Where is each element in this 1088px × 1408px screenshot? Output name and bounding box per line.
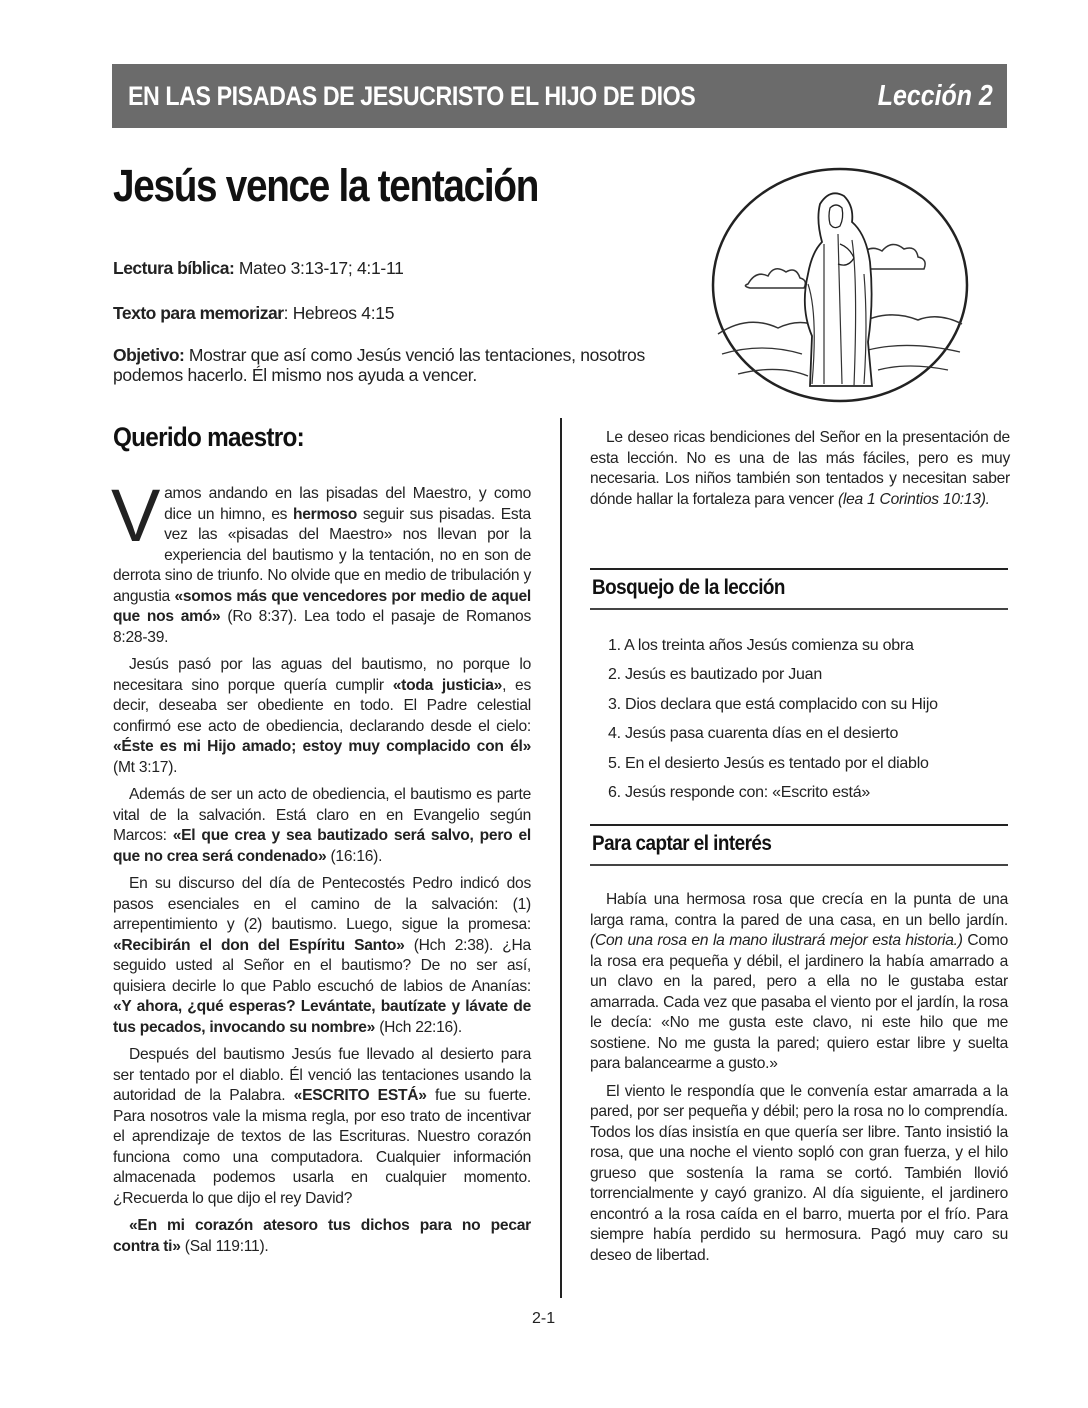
italic-run: (Con una rosa en la mano ilustrará mejor esta historia.) <box>590 932 963 949</box>
text-run: seguir sus pisadas. Esta vez las «pisadas del Maestro» nos llevan por la experiencia del bautismo y la tentación, no en son de derrota sino de triunfo. No olvide que en medio de tribulación y angustia <box>113 505 531 605</box>
teacher-heading: Querido maestro: <box>113 422 305 452</box>
list-item: 2. Jesús es bautizado por Juan <box>608 666 822 684</box>
text-run: (Hch 22:16). <box>375 1018 462 1036</box>
bold-run: «El que crea y sea bautizado será salvo, pero el que no crea será condenado» <box>113 827 531 865</box>
teacher-column <box>111 474 532 1264</box>
interest-paragraph <box>590 890 1008 1075</box>
text-run: , es decir, deseaba ser obediente en todo. El Padre celestial confirmó ese acto de obediencia, declarando desde el cielo: <box>113 676 532 735</box>
list-item: 3. Dios declara que está complacido con su Hijo <box>608 695 938 713</box>
outline-rule <box>590 568 1008 570</box>
list-item: 1. A los treinta años Jesús comienza su obra <box>608 637 914 654</box>
interest-rule <box>590 824 1008 826</box>
memory-verse-value: : Hebreos 4:15 <box>283 303 395 323</box>
list-item: 6. Jesús responde con: «Escrito está» <box>608 783 871 801</box>
text-run: Como la rosa era pequeña y débil, el jardinero la había amarrado a un clavo en la pared, pero a ella no le gustaba estar amarrada. Cada vez que pasaba el viento por el jardín, la rosa le decía: «No me gusta este clavo, ni este hilo que me sostiene. No me gusta la pared; quiero estar libre y suelta para balancearme a gusto.» <box>590 932 1008 1072</box>
teacher-paragraph <box>113 1045 531 1209</box>
bible-reading-label: Lectura bíblica: <box>113 258 235 278</box>
teacher-paragraph <box>113 1216 531 1257</box>
italic-run: (lea 1 Corintios 10:13). <box>837 490 990 508</box>
text-run: (Mt 3:17). <box>113 758 178 776</box>
drop-cap: V <box>111 474 161 557</box>
column-divider <box>560 418 562 1298</box>
list-item: 5. En el desierto Jesús es tentado por el diablo <box>608 754 929 772</box>
text-run: fue su fuerte. Para nosotros vale la misma regla, por eso trato de incentivar el aprendizaje de textos de las Escrituras. Nuestro corazón funciona como una computadora. Cualquier información almacenada podemos usarla en cualquier momento. ¿Recuerda lo que dijo el rey David? <box>113 1087 532 1207</box>
page-title: Jesús vence la tentación <box>113 160 539 211</box>
interest-paragraph: El viento le respondía que le convenía estar amarrada a la pared, por ser pequeña y débil; pero la rosa no lo comprendía. Todos los días insistía en que quería ser libre. Tanto insistió la rosa, que una noche el viento sopló con gran fuerza, y el hilo grueso que sostenía la rama se cortó. También llovió torrencialmente y cayó granizo. Al día siguiente, el jardinero encontró a la rosa caída en el barro, muerta por el frío. Para siempre había perdido su hermosura. Pagó muy caro su deseo de libertad. <box>590 1082 1008 1264</box>
bold-run: «Recibirán el don del Espíritu Santo» <box>113 936 405 954</box>
bold-run: «En mi corazón atesoro tus dichos para no pecar contra ti» <box>113 1217 531 1255</box>
objective <box>113 345 673 385</box>
text-run: En su discurso del día de Pentecostés Pedro indicó dos pasos esenciales en el camino de la salvación: (1) arrepentimiento y (2) bautismo. Luego, sigue la promesa: <box>113 875 531 933</box>
text-run: Además de ser un acto de obediencia, el bautismo es parte vital de la salvación. Está claro en en Evangelio según Marcos: <box>113 786 531 844</box>
objective-label: Objetivo: <box>113 345 185 365</box>
interest-heading: Para captar el interés <box>592 832 772 855</box>
text-run: (16:16). <box>326 847 383 865</box>
outline-underline <box>590 608 1008 610</box>
interest-underline <box>590 864 1008 866</box>
memory-verse-label: Texto para memorizar <box>113 303 284 323</box>
page-number: 2-1 <box>532 1310 556 1327</box>
bold-run: «Y ahora, ¿qué esperas? Levántate, bautízate y lávate de tus pecados, invocando su nombre» <box>113 998 531 1036</box>
teacher-paragraph <box>113 655 531 778</box>
memory-verse <box>113 303 394 324</box>
text-run: Después del bautismo Jesús fue llevado al desierto para ser tentado por el diablo. Él venció las tentaciones usando la autoridad de la Palabra. <box>113 1046 531 1104</box>
jesus-illustration <box>708 164 972 406</box>
list-item: 4. Jesús pasa cuarenta días en el desierto <box>608 725 899 743</box>
teacher-paragraph <box>113 874 531 1038</box>
objective-value: Mostrar que así como Jesús venció las tentaciones, nosotros podemos hacerlo. Él mismo nos ayuda a vencer. <box>113 345 645 385</box>
bold-run: «ESCRITO ESTÁ» <box>293 1087 427 1104</box>
text-run: Jesús pasó por las aguas del bautismo, no porque lo necesitara sino porque quería cumplir <box>113 656 531 694</box>
bold-run: «Éste es mi Hijo amado; estoy muy complacido con él» <box>113 738 531 755</box>
bold-run: «toda justicia» <box>392 676 503 694</box>
lesson-outline <box>608 636 1008 812</box>
header-bar <box>112 64 1007 128</box>
bible-reading <box>113 258 404 279</box>
text-run: amos andando en las pisadas del Maestro, y como dice un himno, es <box>164 485 531 523</box>
text-run: Le deseo ricas bendiciones del Señor en la presentación de esta lección. No es una de las más fáciles, pero es muy necesaria. Los niños también son tentados y necesitan saber dónde hallar la fortaleza para vencer <box>590 429 1010 508</box>
bible-reading-value: Mateo 3:13-17; 4:1-11 <box>234 258 404 278</box>
teacher-blessing <box>590 428 1010 517</box>
text-run: (Sal 119:11). <box>180 1237 269 1255</box>
text-run: Había una hermosa rosa que crecía en la punta de una larga rama, contra la pared de una casa, en un bello jardín. <box>590 891 1008 929</box>
teacher-paragraph <box>590 428 1010 510</box>
lesson-label: Lección 2 <box>877 79 993 112</box>
series-title: EN LAS PISADAS DE JESUCRISTO EL HIJO DE DIOS <box>128 80 696 111</box>
text-run: (Ro 8:37). Lea todo el pasaje de Romanos 8:28-39. <box>113 608 531 646</box>
teacher-paragraph <box>113 785 531 867</box>
text-run: (Hch 2:38). ¿Ha seguido usted al Señor en el bautismo? De no ser así, quisiera decirle lo que Pablo escuchó de labios de Ananías: <box>113 936 531 995</box>
outline-heading: Bosquejo de la lección <box>592 576 785 599</box>
bold-run: «somos más que vencedores por medio de aquel que nos amó» <box>113 587 531 625</box>
teacher-paragraph <box>111 474 531 648</box>
interest-column <box>590 890 1008 1273</box>
bold-run: hermoso <box>292 505 358 523</box>
